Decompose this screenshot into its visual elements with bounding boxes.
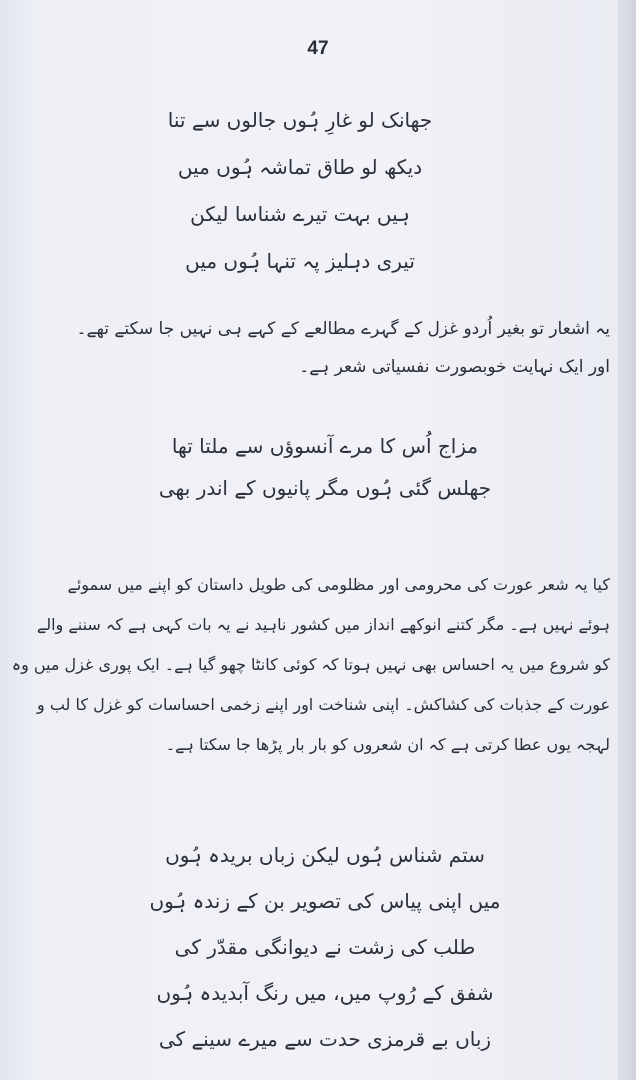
page-number: 47 — [307, 38, 329, 59]
paragraph-line: اور ایک نہایت خوبصورت نفسیاتی شعر ہے۔ — [299, 357, 610, 377]
verse-block-2 — [110, 425, 540, 509]
verse-line: میں اپنی پیاس کی تصویر بن کے زندہ ہُوں — [149, 889, 501, 913]
paragraph-line: یہ اشعار تو بغیر اُردو غزل کے گہرے مطالعے کے کہے ہی نہیں جا سکتے تھے۔ — [76, 319, 610, 339]
paragraph-line: کو شروع میں یہ احساس بھی نہیں ہوتا کہ کوئی کانٹا چھو گیا ہے۔ ایک پوری غزل میں وہ — [11, 655, 610, 674]
paragraph-line: لہجہ یوں عطا کرتی ہے کہ ان شعروں کو بار بار پڑھا جا سکتا ہے۔ — [165, 735, 610, 754]
paragraph-line: ہوئے نہیں ہے۔ مگر کتنے انوکھے انداز میں کشور ناہید نے یہ بات کہی ہے کہ سننے والے — [36, 615, 610, 634]
verse-line: دیکھ لو طاق تماشہ ہُوں میں — [177, 155, 423, 179]
paragraph-line: عورت کے جذبات کی کشاکش۔ اپنی شناخت اور اپنے زخمی احساسات کو غزل کا لب و — [37, 695, 610, 714]
verse-block-1 — [100, 97, 500, 285]
verse-line: ستم شناس ہُوں لیکن زباں بریدہ ہُوں — [165, 843, 485, 867]
verse-line: ہیں بہت تیرے شناسا لیکن — [190, 202, 410, 226]
paragraph-line: کیا یہ شعر عورت کی محرومی اور مظلومی کی طویل داستان کو اپنے میں سموئے — [67, 575, 610, 594]
verse-line: مزاج اُس کا مرے آنسوؤں سے ملتا تھا — [171, 434, 479, 458]
verse-block-3 — [90, 832, 560, 1062]
verse-line: طلب کی زشت نے دیوانگی مقدّر کی — [174, 935, 476, 959]
page-edge — [618, 0, 636, 1080]
verse-line: شفق کے رُوپ میں، میں رنگ آبدیدہ ہُوں — [156, 981, 494, 1005]
paragraph-1 — [30, 310, 610, 386]
verse-line: جھلس گئی ہُوں مگر پانیوں کے اندر بھی — [158, 476, 492, 500]
verse-line: تیری دہلیز پہ تنہا ہُوں میں — [185, 249, 415, 273]
verse-line: زباں بے قرمزی حدت سے میرے سینے کی — [158, 1027, 492, 1051]
verse-line: جھانک لو غارِ ہُوں جالوں سے تنا — [167, 108, 433, 132]
paragraph-2 — [11, 565, 610, 765]
